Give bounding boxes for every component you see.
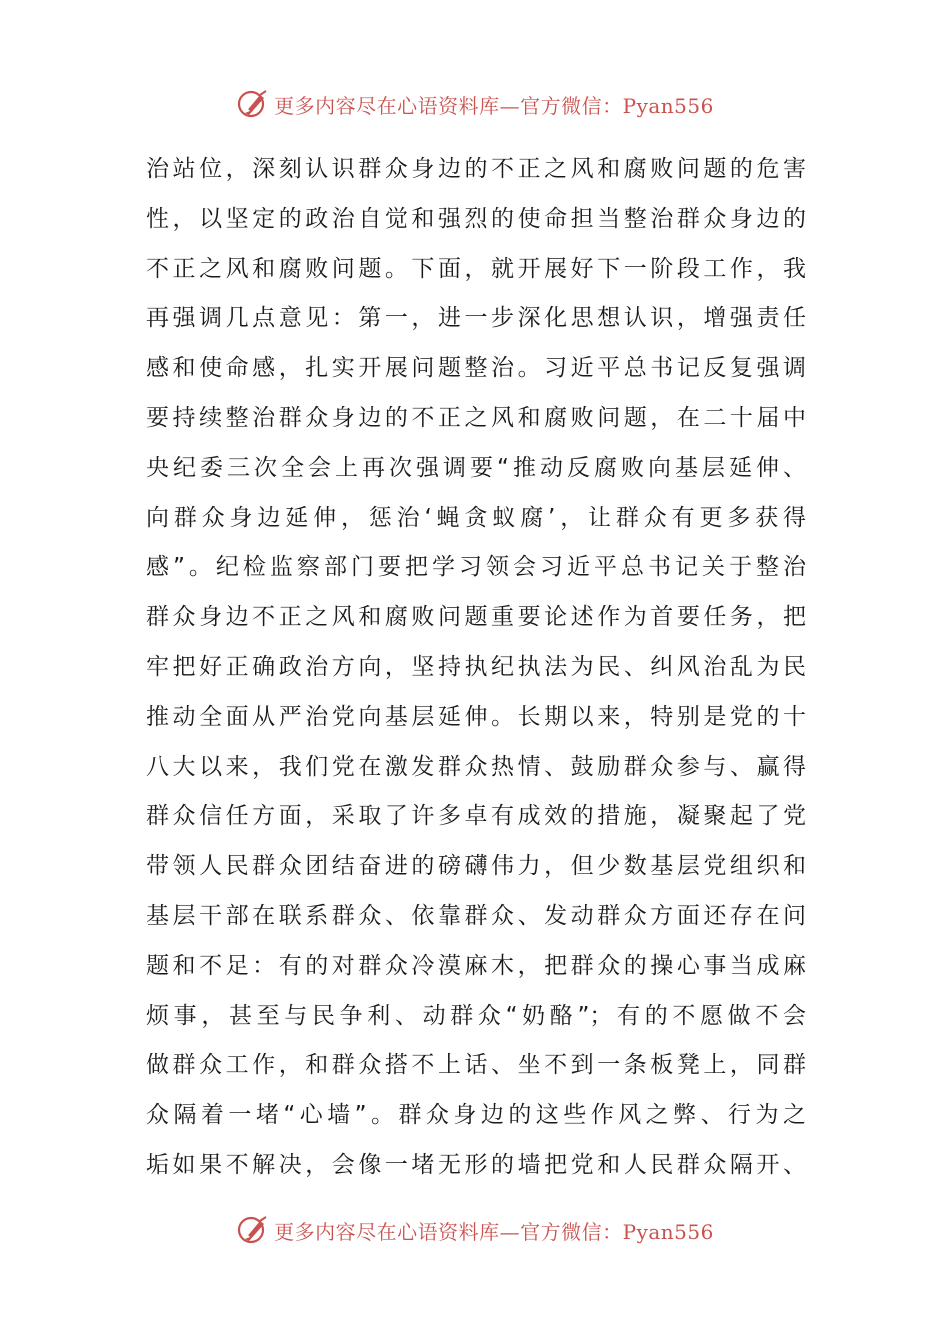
header-watermark-text: 更多内容尽在心语资料库—官方微信：Pyan556 bbox=[274, 93, 714, 118]
body-line: 感”。纪检监察部门要把学习领会习近平总书记关于整治 bbox=[146, 554, 806, 581]
body-line: 垢如果不解决，会像一堵无形的墙把党和人民群众隔开、 bbox=[146, 1151, 806, 1178]
body-line: 基层干部在联系群众、依靠群众、发动群众方面还存在问 bbox=[146, 902, 806, 929]
body-line: 题和不足：有的对群众冷漠麻木，把群众的操心事当成麻 bbox=[146, 952, 806, 979]
body-line: 感和使命感，扎实开展问题整治。习近平总书记反复强调 bbox=[146, 355, 806, 382]
body-line: 不正之风和腐败问题。下面，就开展好下一阶段工作，我 bbox=[146, 255, 806, 282]
header-watermark-banner bbox=[0, 84, 950, 124]
footer-watermark-banner bbox=[0, 1210, 950, 1250]
body-line: 群众身边不正之风和腐败问题重要论述作为首要任务，把 bbox=[146, 604, 806, 631]
body-line: 牢把好正确政治方向，坚持执纪执法为民、纠风治乱为民 bbox=[146, 653, 806, 680]
footer-watermark-text: 更多内容尽在心语资料库—官方微信：Pyan556 bbox=[274, 1219, 714, 1244]
pen-nib-circle-icon bbox=[236, 1213, 270, 1247]
body-line: 烦事，甚至与民争利、动群众“奶酪”；有的不愿做不会 bbox=[146, 1002, 806, 1029]
body-line: 治站位，深刻认识群众身边的不正之风和腐败问题的危害 bbox=[146, 156, 806, 182]
body-line: 众隔着一堵“心墙”。群众身边的这些作风之弊、行为之 bbox=[146, 1102, 806, 1129]
body-line: 向群众身边延伸，惩治‘蝇贪蚁腐’，让群众有更多获得 bbox=[146, 504, 806, 531]
body-line: 带领人民群众团结奋进的磅礴伟力，但少数基层党组织和 bbox=[146, 853, 806, 880]
body-line: 要持续整治群众身边的不正之风和腐败问题，在二十届中 bbox=[146, 404, 806, 431]
body-line: 性，以坚定的政治自觉和强烈的使命担当整治群众身边的 bbox=[146, 205, 806, 232]
body-line: 做群众工作，和群众搭不上话、坐不到一条板凳上，同群 bbox=[146, 1052, 806, 1079]
body-line: 央纪委三次全会上再次强调要“推动反腐败向基层延伸、 bbox=[146, 454, 806, 481]
body-line: 推动全面从严治党向基层延伸。长期以来，特别是党的十 bbox=[146, 703, 806, 730]
body-line: 八大以来，我们党在激发群众热情、鼓励群众参与、赢得 bbox=[146, 753, 806, 780]
body-line: 再强调几点意见：第一，进一步深化思想认识，增强责任 bbox=[146, 305, 806, 332]
body-line: 群众信任方面，采取了许多卓有成效的措施，凝聚起了党 bbox=[146, 803, 806, 830]
document-body bbox=[146, 145, 806, 1191]
pen-nib-circle-icon bbox=[236, 87, 270, 121]
